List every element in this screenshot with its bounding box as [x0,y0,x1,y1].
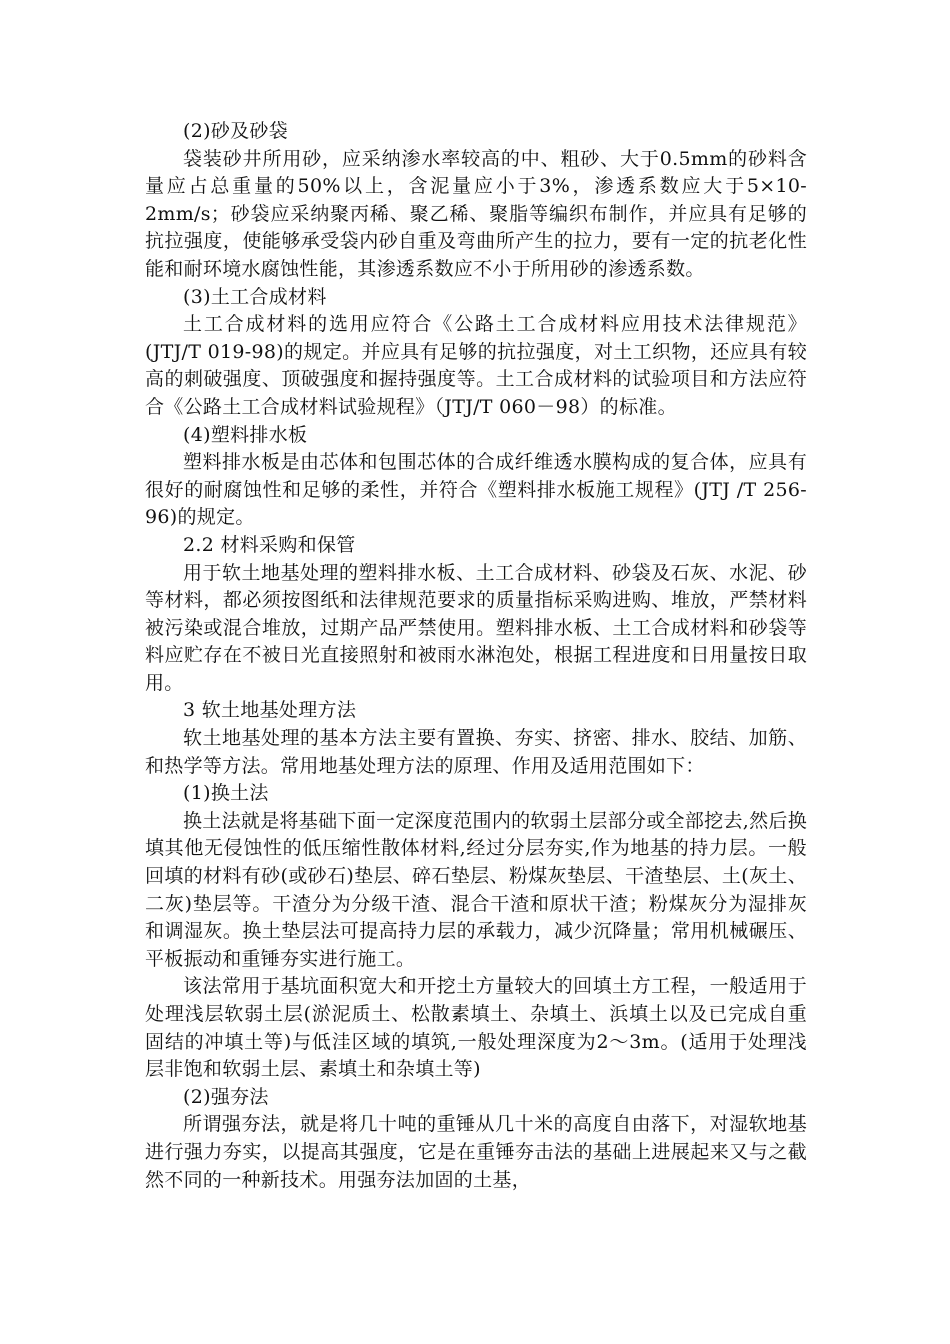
paragraph-geosynthetics: 土工合成材料的选用应符合《公路土工合成材料应用技术法律规范》(JTJ/T 019-98)的规定。并应具有足够的抗拉强度，对土工织物，还应具有较高的刺破强度、顶破强度和握持强度等。土工合成材料的试验项目和方法应符合《公路土工合成材料试验规程》（JTJ/T 060－98）的标准。 [145,313,807,418]
section-heading-geosynthetics: (3)土工合成材料 [183,285,327,308]
section-heading-replacement: (1)换土法 [183,782,269,805]
paragraph-methods: 软土地基处理的基本方法主要有置换、夯实、挤密、排水、胶结、加筋、和热学等方法。常用地基处理方法的原理、作用及适用范围如下： [145,727,807,777]
section-heading-methods: 3 软土地基处理方法 [183,699,357,722]
section-heading-drain-board: (4)塑料排水板 [183,423,308,446]
paragraph-dynamic-compaction: 所谓强夯法，就是将几十吨的重锤从几十米的高度自由落下，对湿软地基进行强力夯实，以提高其强度，它是在重锤夯击法的基础上进展起来又与之截然不同的一种新技术。用强夯法加固的土基， [145,1113,807,1191]
paragraph-procurement: 用于软土地基处理的塑料排水板、土工合成材料、砂袋及石灰、水泥、砂等材料，都必须按图纸和法律规范要求的质量指标采购进购、堆放，严禁材料被污染或混合堆放，过期产品严禁使用。塑料排水板、土工合成材料和砂袋等料应贮存在不被日光直接照射和被雨水淋泡处，根据工程进度和日用量按日取用。 [145,561,807,694]
section-heading-dynamic-compaction: (2)强夯法 [183,1085,269,1108]
section-heading-sand: (2)砂及砂袋 [183,120,289,142]
paragraph-replacement-application: 该法常用于基坑面积宽大和开挖土方量较大的回填土方工程，一般适用于处理浅层软弱土层(淤泥质土、松散素填土、杂填土、浜填土以及已完成自重固结的冲填土等)与低洼区域的填筑,一般处理深度为2～3m。(适用于处理浅层非饱和软弱土层、素填土和杂填土等) [145,975,807,1081]
section-heading-procurement: 2.2 材料采购和保管 [183,533,356,556]
document-body [145,118,807,1194]
paragraph-drain-board: 塑料排水板是由芯体和包围芯体的合成纤维透水膜构成的复合体，应具有很好的耐腐蚀性和足够的柔性，并符合《塑料排水板施工规程》(JTJ /T 256-96)的规定。 [145,451,807,529]
paragraph-replacement: 换土法就是将基础下面一定深度范围内的软弱土层部分或全部挖去,然后换填其他无侵蚀性的低压缩性散体材料,经过分层夯实,作为地基的持力层。一般回填的材料有砂(或砂石)垫层、碎石垫层、粉煤灰垫层、干渣垫层、土(灰土、二灰)垫层等。干渣分为分级干渣、混合干渣和原状干渣；粉煤灰分为湿排灰和调湿灰。换土垫层法可提高持力层的承载力，减少沉降量；常用机械碾压、平板振动和重锤夯实进行施工。 [145,809,807,970]
paragraph-sand: 袋装砂井所用砂，应采纳渗水率较高的中、粗砂、大于0.5mm的砂料含量应占总重量的50%以上，含泥量应小于3%，渗透系数应大于5×10-2mm/s；砂袋应采纳聚丙稀、聚乙稀、聚脂等编织布制作，并应具有足够的抗拉强度，使能够承受袋内砂自重及弯曲所产生的拉力，要有一定的抗老化性能和耐环境水腐蚀性能，其渗透系数应不小于所用砂的渗透系数。 [145,147,807,280]
